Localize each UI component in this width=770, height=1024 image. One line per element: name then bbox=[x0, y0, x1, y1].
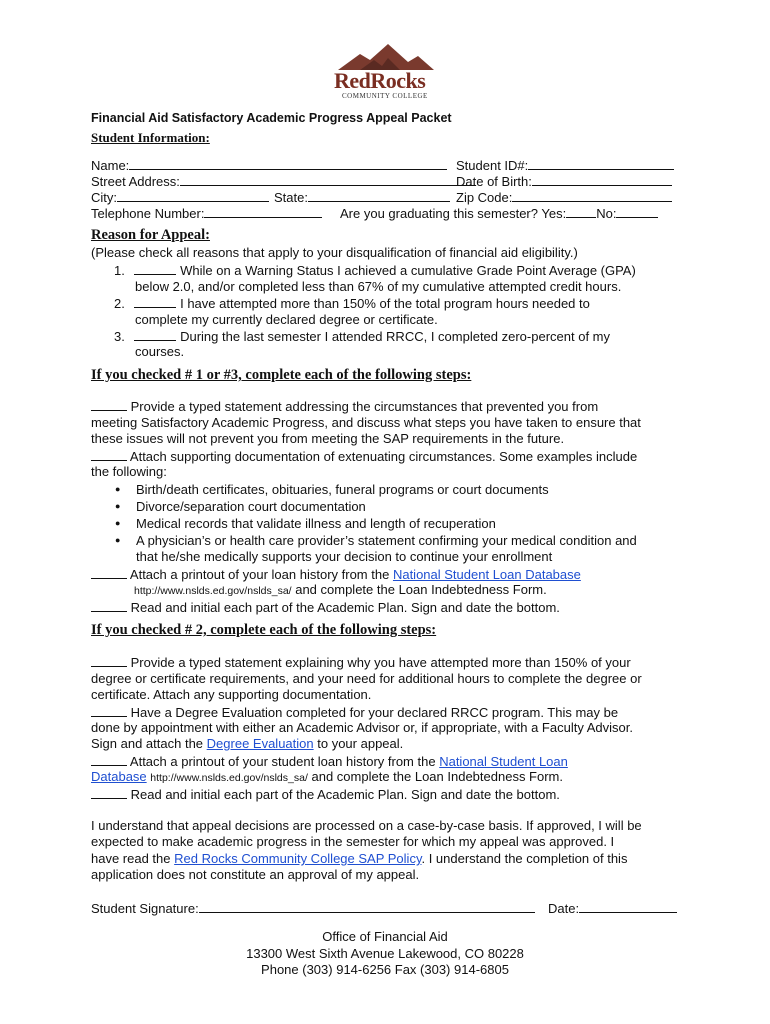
reason-item-3-cont: courses. bbox=[135, 344, 185, 359]
step-initial-blank[interactable] bbox=[91, 566, 127, 579]
reason-intro: (Please check all reasons that apply to your disqualification of financial aid eligibility.) bbox=[91, 245, 578, 260]
reason-item-1-cont: below 2.0, and/or completed less than 67% of my cumulative attempted credit hours. bbox=[135, 279, 622, 294]
nslds-link[interactable]: National Student Loan bbox=[439, 754, 568, 769]
footer-office: Office of Financial Aid bbox=[322, 929, 448, 944]
student-info-heading: Student Information: bbox=[91, 130, 210, 145]
city-label: City: bbox=[91, 190, 117, 205]
example-item: Medical records that validate illness and length of recuperation bbox=[136, 516, 496, 531]
nslds-url: http://www.nslds.ed.gov/nslds_sa/ bbox=[134, 585, 292, 597]
step-initial-blank[interactable] bbox=[91, 599, 127, 612]
understand-post: . I understand the completion of this bbox=[421, 851, 628, 866]
student-id-field[interactable] bbox=[456, 157, 674, 174]
step-text: Read and initial each part of the Academic Plan. Sign and date the bottom. bbox=[130, 787, 560, 802]
example-item: Divorce/separation court documentation bbox=[136, 499, 366, 514]
sec2-step-1 bbox=[91, 654, 631, 671]
step-text: to your appeal. bbox=[317, 736, 404, 751]
understand-text: application does not constitute an approval of my appeal. bbox=[91, 867, 420, 882]
step-text: Read and initial each part of the Academic Plan. Sign and date the bottom. bbox=[130, 600, 560, 615]
street-label: Street Address: bbox=[91, 174, 180, 189]
step-text: Provide a typed statement addressing the circumstances that prevented you from bbox=[130, 399, 599, 414]
reason-item-2[interactable] bbox=[114, 295, 590, 312]
understand-text-3 bbox=[91, 851, 627, 867]
reason-text: While on a Warning Status I achieved a cumulative Grade Point Average (GPA) bbox=[180, 263, 636, 278]
sec13-step-3 bbox=[91, 566, 581, 583]
step-initial-blank[interactable] bbox=[91, 448, 127, 461]
signature-label: Student Signature: bbox=[91, 901, 199, 916]
step-text-cont: these issues will not prevent you from meeting the SAP requirements in the future. bbox=[91, 431, 565, 446]
reason-number: 2. bbox=[114, 296, 125, 311]
graduating-field[interactable] bbox=[340, 205, 658, 222]
logo-name: RedRocks bbox=[334, 68, 426, 93]
dob-label: Date of Birth: bbox=[456, 174, 532, 189]
example-item-cont: that he/she medically supports your decision to continue your enrollment bbox=[136, 549, 553, 564]
step-text-cont: meeting Satisfactory Academic Progress, and discuss what steps you have taken to ensure that bbox=[91, 415, 641, 430]
footer-address: 13300 West Sixth Avenue Lakewood, CO 80228 bbox=[246, 946, 524, 961]
signature-field[interactable] bbox=[91, 900, 535, 917]
reason-heading: Reason for Appeal: bbox=[91, 227, 210, 243]
degree-evaluation-link[interactable]: Degree Evaluation bbox=[206, 736, 314, 751]
date-field[interactable] bbox=[548, 900, 677, 917]
nslds-url: http://www.nslds.ed.gov/nslds_sa/ bbox=[150, 772, 308, 784]
step-text: Provide a typed statement explaining why you have attempted more than 150% of your bbox=[130, 655, 631, 670]
step-text-cont: degree or certificate requirements, and your need for additional hours to complete the degree or bbox=[91, 671, 642, 686]
reason-checkbox-blank[interactable] bbox=[134, 295, 176, 308]
step-text-cont: done by appointment with either an Academic Advisor or, if appropriate, with a Faculty Advisor. bbox=[91, 720, 633, 735]
bullet-icon: ● bbox=[115, 484, 121, 494]
dob-field[interactable] bbox=[456, 173, 672, 190]
step-initial-blank[interactable] bbox=[91, 753, 127, 766]
step-initial-blank[interactable] bbox=[91, 654, 127, 667]
name-label: Name: bbox=[91, 158, 130, 173]
state-field[interactable] bbox=[274, 189, 450, 206]
footer-phone: Phone (303) 914-6256 Fax (303) 914-6805 bbox=[261, 962, 509, 977]
reason-item-3[interactable] bbox=[114, 328, 610, 345]
step-initial-blank[interactable] bbox=[91, 786, 127, 799]
reason-text: I have attempted more than 150% of the total program hours needed to bbox=[180, 296, 590, 311]
step-text-cont: certificate. Attach any supporting documentation. bbox=[91, 687, 372, 702]
name-field[interactable] bbox=[91, 157, 447, 174]
sec2-step-2 bbox=[91, 704, 618, 721]
step-text: Attach a printout of your loan history from the bbox=[129, 567, 390, 582]
section-2-heading: If you checked # 2, complete each of the following steps: bbox=[91, 622, 437, 638]
example-item: A physician’s or health care provider’s statement confirming your medical condition and bbox=[136, 533, 637, 548]
step-text: and complete the Loan Indebtedness Form. bbox=[295, 582, 547, 597]
nslds-link[interactable]: National Student Loan Database bbox=[392, 567, 581, 582]
bullet-icon: ● bbox=[115, 501, 121, 511]
sec2-step-2-cont bbox=[91, 736, 403, 752]
step-initial-blank[interactable] bbox=[91, 704, 127, 717]
graduating-label: Are you graduating this semester? Yes: bbox=[340, 206, 567, 221]
student-id-label: Student ID#: bbox=[456, 158, 529, 173]
reason-number: 1. bbox=[114, 263, 125, 278]
step-text: Sign and attach the bbox=[91, 736, 204, 751]
date-label: Date: bbox=[548, 901, 580, 916]
logo-subtitle: COMMUNITY COLLEGE bbox=[342, 92, 428, 100]
reason-checkbox-blank[interactable] bbox=[134, 262, 176, 275]
phone-label: Telephone Number: bbox=[91, 206, 205, 221]
understand-text: I understand that appeal decisions are processed on a case-by-case basis. If approved, I will be bbox=[91, 818, 642, 833]
packet-title: Financial Aid Satisfactory Academic Progress Appeal Packet bbox=[91, 111, 452, 125]
street-field[interactable] bbox=[91, 173, 476, 190]
phone-field[interactable] bbox=[91, 205, 322, 222]
section-1-3-heading: If you checked # 1 or #3, complete each of the following steps: bbox=[91, 367, 472, 383]
bullet-icon: ● bbox=[115, 518, 121, 528]
sec13-step-3-cont bbox=[134, 582, 547, 599]
college-logo bbox=[330, 40, 440, 104]
example-item: Birth/death certificates, obituaries, funeral programs or court documents bbox=[136, 482, 549, 497]
step-text: Attach a printout of your student loan history from the bbox=[129, 754, 436, 769]
sec13-step-4 bbox=[91, 599, 560, 616]
sec2-step-4 bbox=[91, 786, 560, 803]
reason-text: During the last semester I attended RRCC, I completed zero-percent of my bbox=[180, 329, 611, 344]
step-initial-blank[interactable] bbox=[91, 398, 127, 411]
city-field[interactable] bbox=[91, 189, 269, 206]
reason-item-2-cont: complete my currently declared degree or certificate. bbox=[135, 312, 438, 327]
sec2-step-3 bbox=[91, 753, 568, 770]
zip-field[interactable] bbox=[456, 189, 672, 206]
step-text: Have a Degree Evaluation completed for your declared RRCC program. This may be bbox=[130, 705, 619, 720]
reason-item-1[interactable] bbox=[114, 262, 636, 279]
state-label: State: bbox=[274, 190, 308, 205]
step-text-cont: the following: bbox=[91, 464, 167, 479]
reason-checkbox-blank[interactable] bbox=[134, 328, 176, 341]
sec13-step-1 bbox=[91, 398, 598, 415]
step-text: Attach supporting documentation of extenuating circumstances. Some examples include bbox=[129, 449, 638, 464]
sec2-step-3-cont bbox=[91, 769, 563, 786]
step-text: and complete the Loan Indebtedness Form. bbox=[311, 769, 563, 784]
nslds-link-cont[interactable]: Database bbox=[91, 769, 147, 784]
sap-policy-link[interactable]: Red Rocks Community College SAP Policy bbox=[174, 851, 422, 866]
sec13-step-2 bbox=[91, 448, 637, 465]
no-label: No: bbox=[596, 206, 617, 221]
understand-text: expected to make academic progress in the semester for which my appeal was approved. I bbox=[91, 834, 615, 849]
reason-number: 3. bbox=[114, 329, 125, 344]
bullet-icon: ● bbox=[115, 535, 121, 545]
zip-label: Zip Code: bbox=[456, 190, 513, 205]
understand-pre: have read the bbox=[91, 851, 171, 866]
